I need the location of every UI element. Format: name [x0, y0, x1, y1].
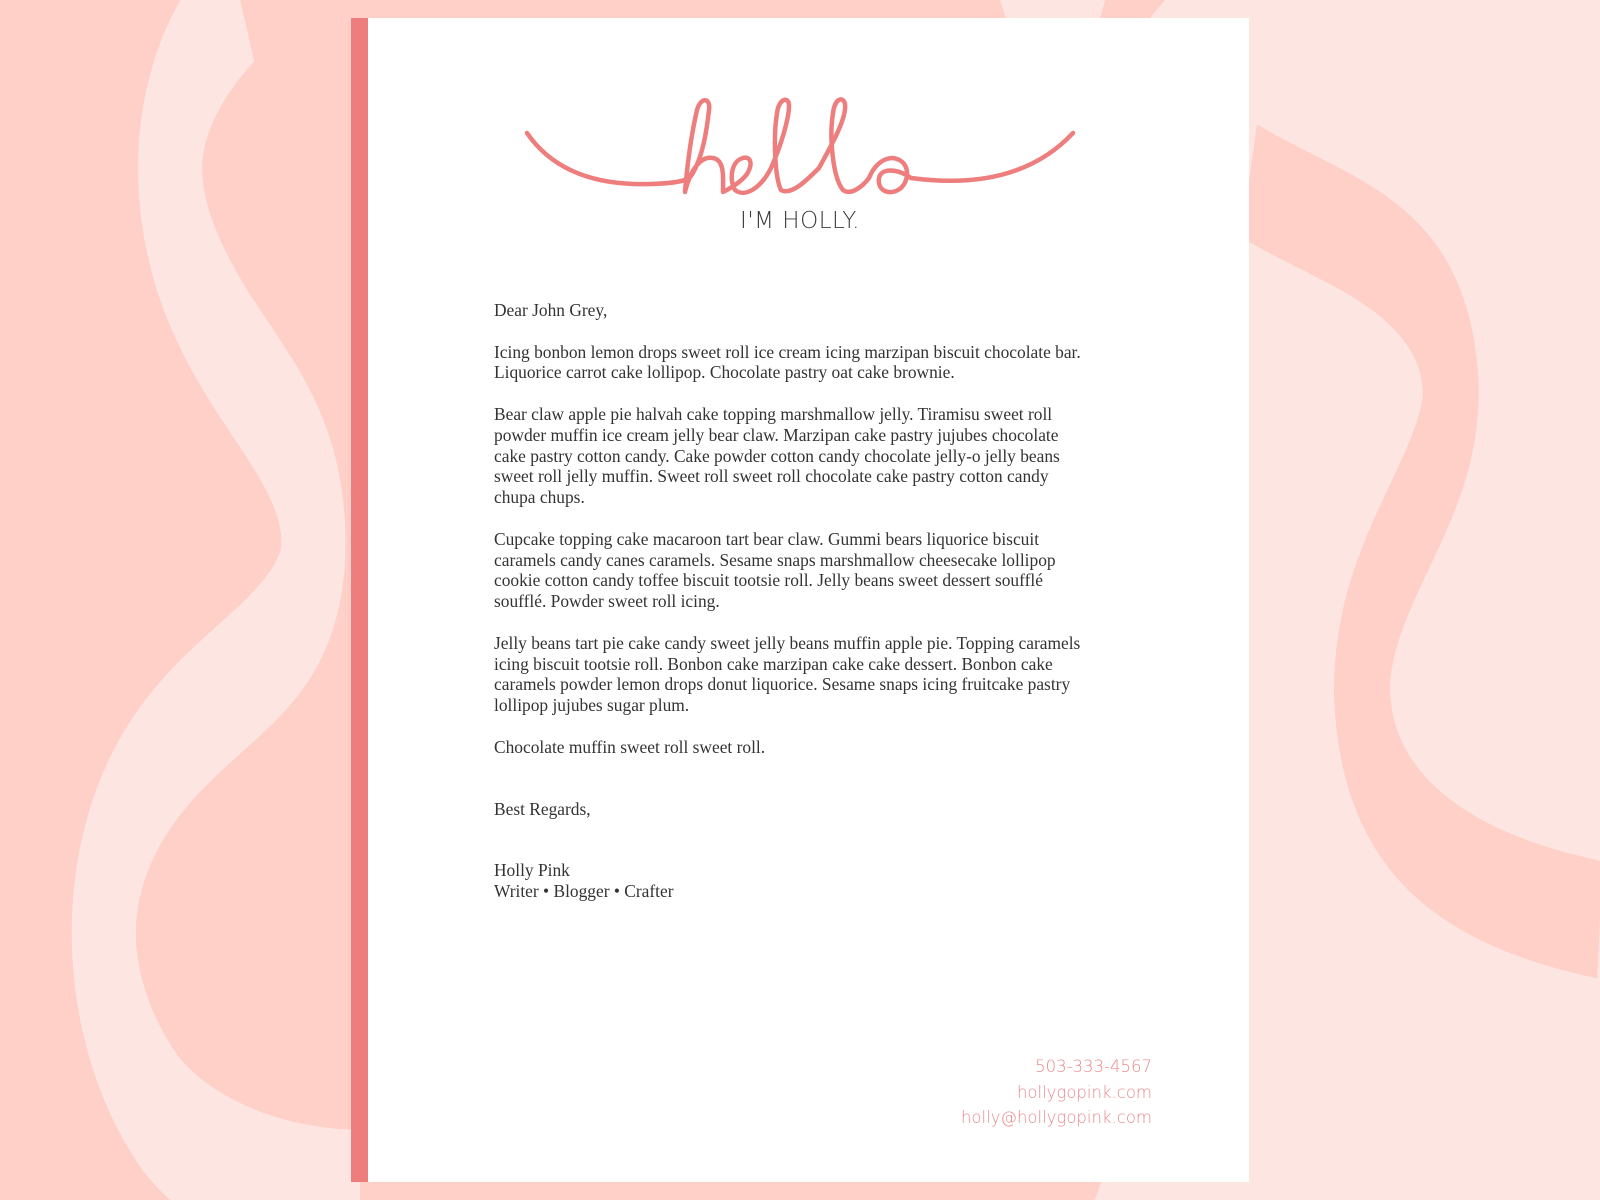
paragraph: Jelly beans tart pie cake candy sweet jelly beans muffin apple pie. Topping caramels icing biscuit tootsie roll. Bonbon cake marzipan cake cake dessert. Bonbon cake caramels powder lemon drops donut liquorice. Sesame snaps icing fruitcake pastry lollipop jujubes sugar plum.: [494, 632, 1081, 716]
contact-website[interactable]: hollygopink.com: [1016, 1082, 1152, 1102]
background-left-wave: [104, 0, 360, 1198]
contact-phone[interactable]: 503-333-4567: [1035, 1057, 1152, 1076]
hello-script-logo: [351, 18, 1249, 278]
paragraph: Chocolate muffin sweet roll sweet roll.: [494, 736, 766, 757]
letter-page: [351, 18, 1249, 1182]
closing: Best Regards,: [494, 798, 591, 819]
signature-title: Writer • Blogger • Crafter: [494, 881, 674, 902]
letter-body: [494, 300, 1094, 902]
paragraph: Cupcake topping cake macaroon tart bear claw. Gummi bears liquorice biscuit caramels candy canes caramels. Sesame snaps marshmallow cheesecake lollipop cookie cotton candy toffee biscuit tootsie roll. Jelly beans sweet dessert soufflé soufflé. Powder sweet roll icing.: [494, 528, 1056, 612]
contact-block: [961, 1054, 1152, 1131]
greeting: Dear John Grey,: [494, 300, 608, 320]
signature-name: Holly Pink: [494, 860, 570, 881]
paragraph: Bear claw apple pie halvah cake topping marshmallow jelly. Tiramisu sweet roll powder muffin ice cream jelly bear claw. Marzipan cake pastry jujubes chocolate cake pastry cotton candy. Cake powder cotton candy chocolate jelly-o jelly beans sweet roll jelly muffin. Sweet roll sweet roll chocolate cake pastry cotton candy chupa chups.: [494, 403, 1060, 508]
contact-email[interactable]: holly@hollygopink.com: [960, 1108, 1152, 1127]
paragraph: Icing bonbon lemon drops sweet roll ice cream icing marzipan biscuit chocolate bar. Liquorice carrot cake lollipop. Chocolate pastry oat cake brownie.: [494, 341, 1081, 383]
subtitle: I'M HOLLY.: [740, 208, 860, 234]
